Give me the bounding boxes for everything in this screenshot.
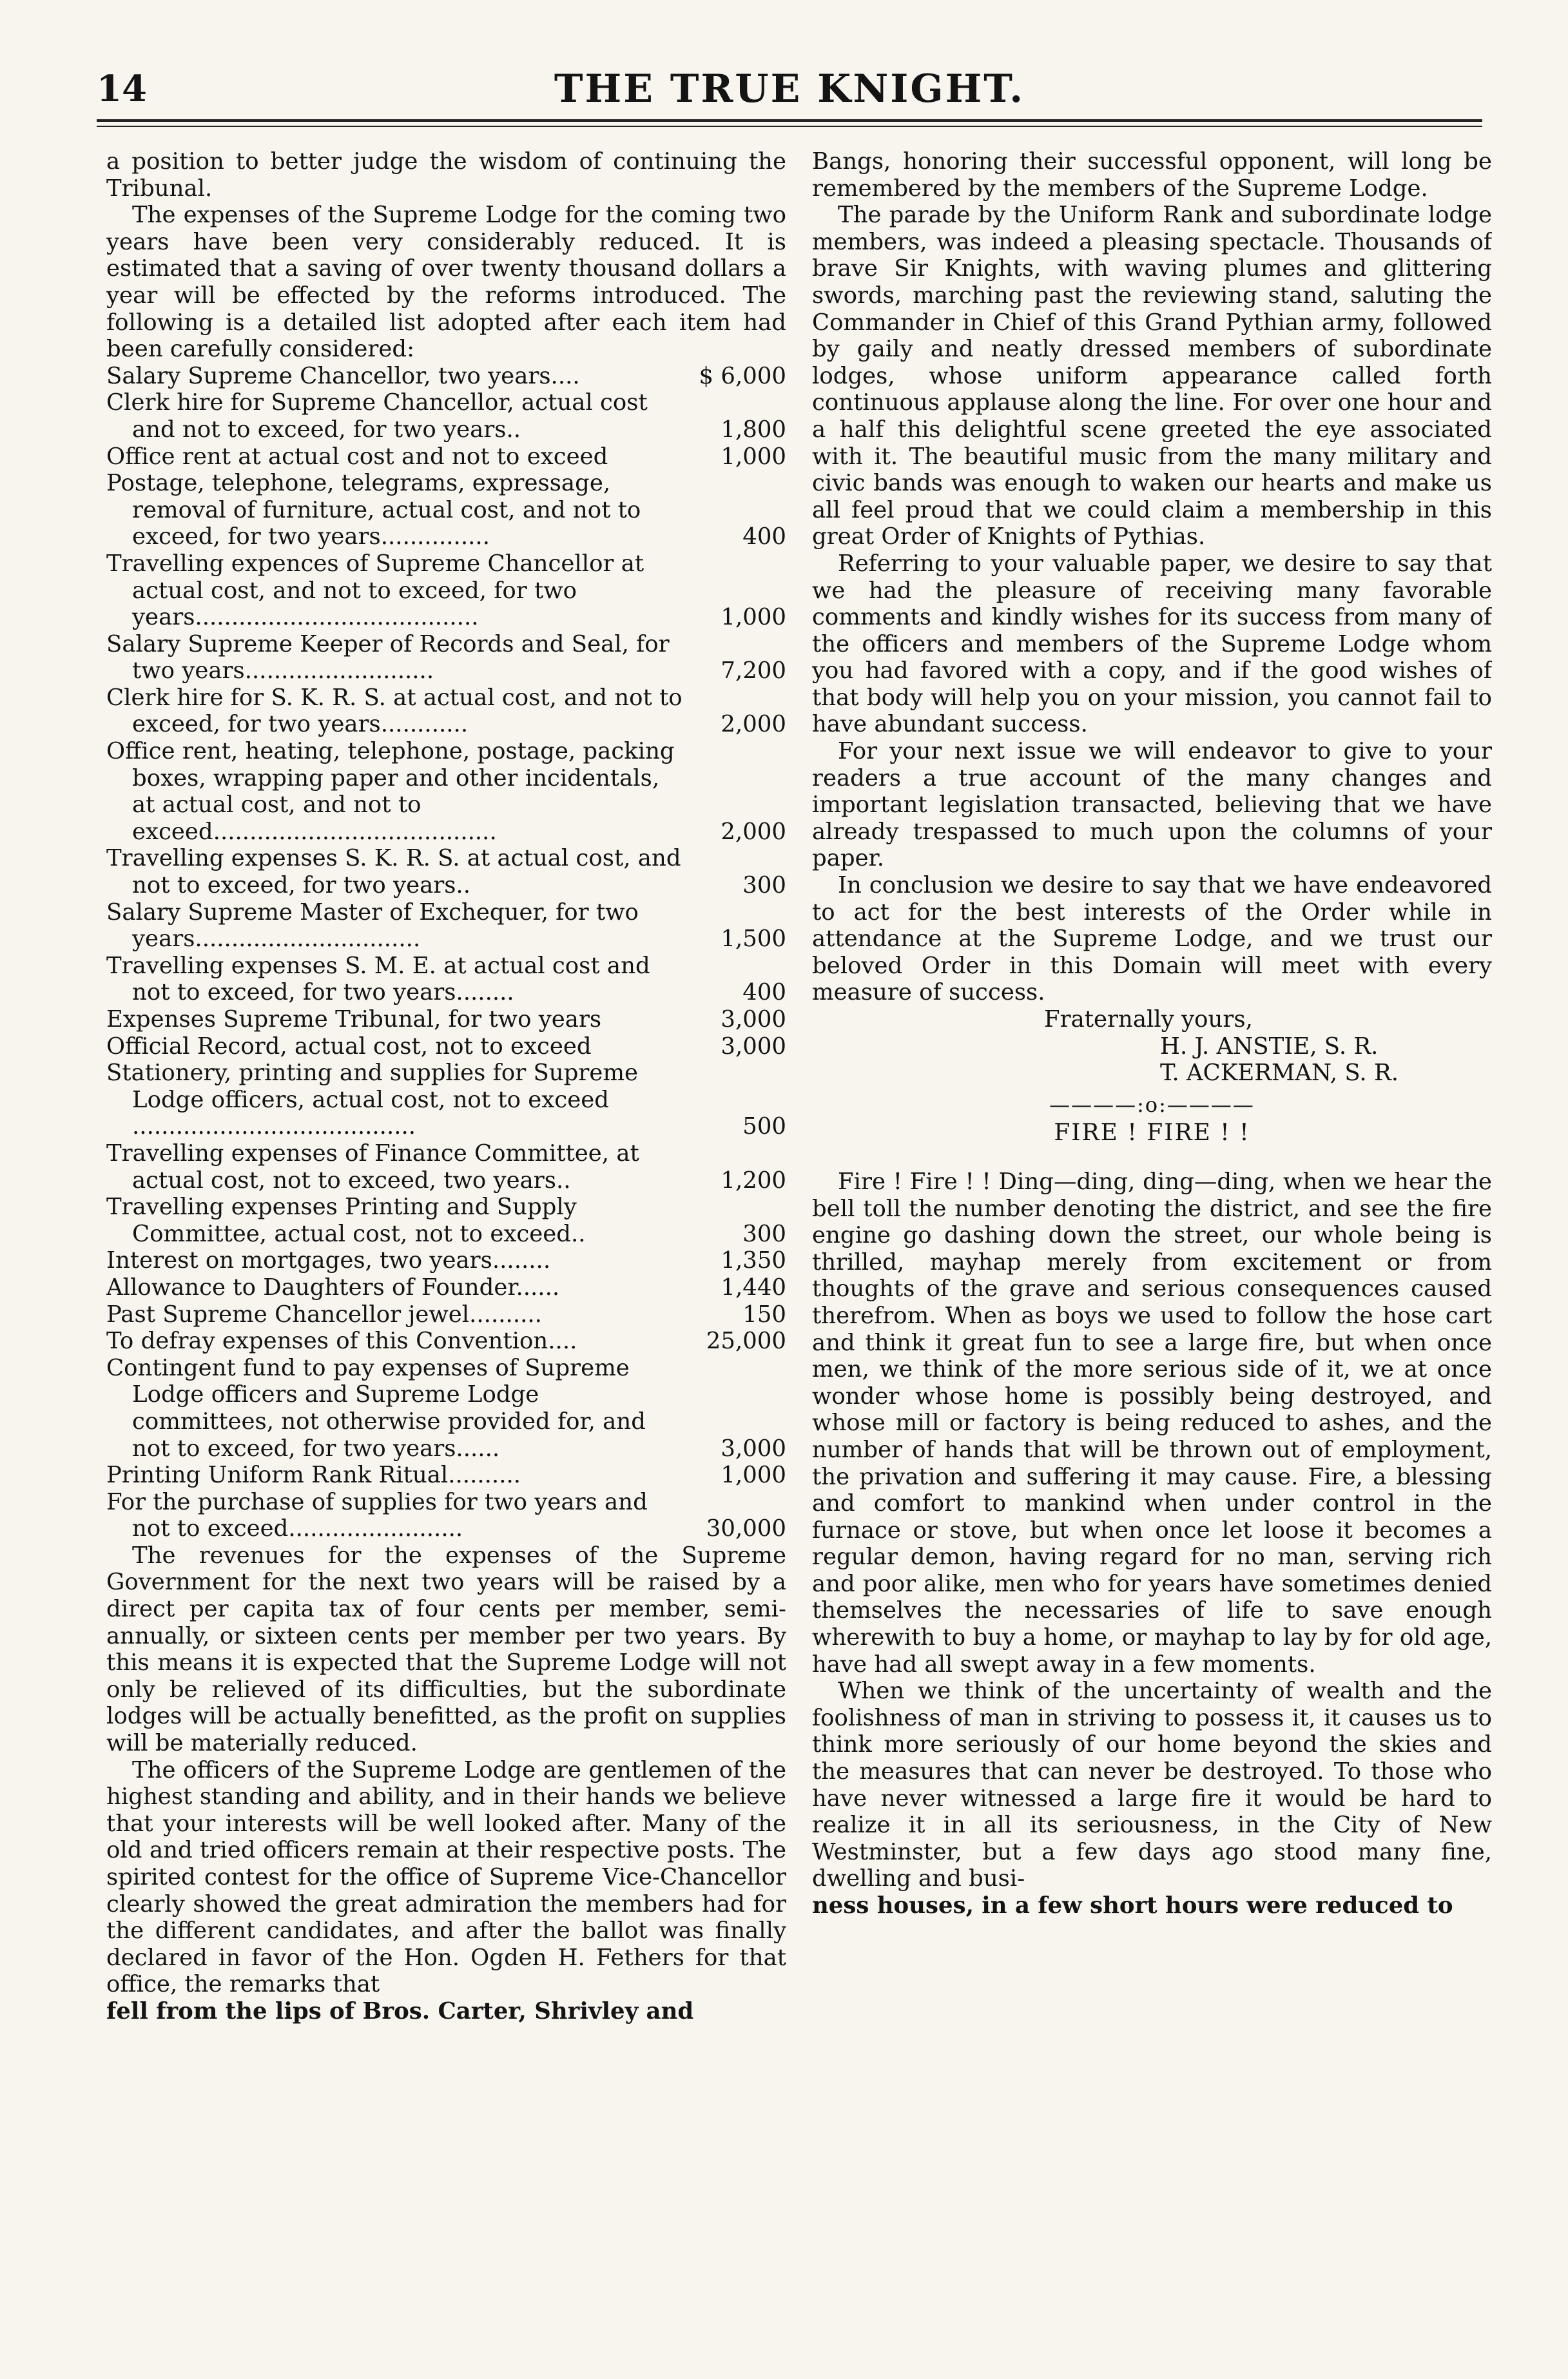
expense-description: Salary Supreme Master of Exchequer, for two years............................... [106, 898, 639, 953]
expense-item [106, 1355, 786, 1462]
expense-amount: 300 [742, 1220, 786, 1247]
expense-item [106, 953, 786, 1006]
expense-description: Allowance to Daughters of Founder...... [106, 1274, 560, 1301]
expense-amount: 30,000 [706, 1515, 786, 1542]
expense-description: Travelling expenses S. K. R. S. at actual cost, and not to exceed, for two years.. [106, 845, 681, 899]
expense-amount: 300 [742, 872, 786, 899]
expense-description: Travelling expenses S. M. E. at actual cost and not to exceed, for two years........ [106, 952, 650, 1006]
paragraph: The officers of the Supreme Lodge are gentlemen of the highest standing and ability, and in their hands we believe that your interests will be well looked after. Many of the old and tried officers remain at their respective posts. The spirited contest for the office of Supreme Vice-Chancellor clearly showed the great admiration the members had for the different candidates, and after the ballot was finally declared in favor of the Hon. Ogden H. Fethers for that office, the remarks that [106, 1756, 786, 1998]
expense-amount: 1,440 [721, 1274, 786, 1301]
expense-amount: 25,000 [706, 1328, 786, 1355]
paragraph: The revenues for the expenses of the Supreme Government for the next two years will be raised by a direct per capita tax of four cents per member, semi-annually, or sixteen cents per member per two years. By this means it is expected that the Supreme Lodge will not only be relieved of its difficulties, but the subordinate lodges will be actually benefitted, as the profit on supplies will be materially reduced. [106, 1542, 786, 1757]
expense-amount: 7,200 [721, 657, 786, 685]
paragraph: For your next issue we will endeavor to give to your readers a true account of the many changes and important legislation transacted, believing that we have already trespassed to much upon the columns of your paper. [812, 738, 1492, 872]
expense-description: Office rent at actual cost and not to exceed [106, 443, 608, 470]
expense-description: Printing Uniform Rank Ritual.......... [106, 1462, 521, 1489]
expense-amount: 1,800 [721, 416, 786, 443]
expense-amount: 1,000 [721, 443, 786, 470]
expense-description: Travelling expenses Printing and Supply Committee, actual cost, not to exceed.. [106, 1194, 586, 1247]
letter-closing [812, 1006, 1492, 1087]
page-number: 14 [97, 68, 147, 110]
expense-item [106, 389, 786, 443]
expense-amount: 400 [742, 523, 786, 550]
expense-item [106, 1060, 786, 1140]
expense-description: Clerk hire for Supreme Chancellor, actual cost and not to exceed, for two years.. [106, 389, 648, 443]
expense-item [106, 1301, 786, 1328]
expense-item [106, 1194, 786, 1247]
expense-item [106, 443, 786, 471]
signature: H. J. ANSTIE, S. R. [1160, 1033, 1379, 1060]
header-rule-thin [97, 126, 1482, 127]
expense-description: For the purchase of supplies for two years and not to exceed........................ [106, 1488, 648, 1542]
expense-description: Interest on mortgages, two years........ [106, 1247, 551, 1274]
expense-amount: $ 6,000 [699, 362, 786, 389]
expense-item [106, 363, 786, 390]
expense-description: Official Record, actual cost, not to exceed [106, 1033, 592, 1060]
paragraph: a position to better judge the wisdom of continuing the Tribunal. [106, 148, 786, 202]
expense-description: Salary Supreme Keeper of Records and Seal, for two years.......................... [106, 630, 670, 685]
expense-item [106, 738, 786, 845]
expense-description: To defray expenses of this Convention.... [106, 1328, 577, 1355]
expense-amount: 150 [742, 1301, 786, 1328]
page-header [97, 61, 1482, 119]
expense-item [106, 1247, 786, 1274]
paragraph: Fire ! Fire ! ! Ding—ding, ding—ding, when we hear the bell toll the number denoting the district, and see the fire engine go dashing down the street, our whole being is thrilled, mayhap merely from excitement or from thoughts of the grave and serious consequences caused therefrom. When as boys we used to follow the hose cart and think it great fun to see a large fire, but when once men, we think of the more serious side of it, we at once wonder whose home is possibly being destroyed, and whose mill or factory is being reduced to ashes, and the number of hands that will be thrown out of employment, the privation and suffering it may cause. Fire, a blessing and comfort to mankind when under control in the furnace or stove, but when once let loose it becomes a regular demon, having regard for no man, serving rich and poor alike, men who for years have sometimes denied themselves the necessaries of life to save enough wherewith to buy a home, or mayhap to lay by for old age, have had all swept away in a few moments. [812, 1168, 1492, 1678]
expense-description: Travelling expences of Supreme Chancellor at actual cost, and not to exceed, for two years....................................... [106, 550, 644, 631]
signature: T. ACKERMAN, S. R. [1160, 1060, 1399, 1087]
section-divider: ————:o:———— [1049, 1092, 1255, 1117]
paragraph: Referring to your valuable paper, we desire to say that we had the pleasure of receiving many favorable comments and kindly wishes for its success from many of the officers and members of the Supreme Lodge whom you had favored with a copy, and if the good wishes of that body will help you on your mission, you cannot fail to have abundant success. [812, 550, 1492, 738]
expense-description: Clerk hire for S. K. R. S. at actual cost, and not to exceed, for two years............ [106, 684, 682, 738]
expense-description: Postage, telephone, telegrams, expressage, removal of furniture, actual cost, and not to exceed, for two years............... [106, 470, 641, 550]
publication-title: THE TRUE KNIGHT. [554, 66, 1025, 112]
expense-item [106, 685, 786, 738]
expense-amount: 2,000 [721, 818, 786, 845]
paragraph: The parade by the Uniform Rank and subordinate lodge members, was indeed a pleasing spectacle. Thousands of brave Sir Knights, with waving plumes and glittering swords, marching past the reviewing stand, saluting the Commander in Chief of this Grand Pythian army, followed by gaily and neatly dressed members of subordinate lodges, whose uniform appearance called forth continuous applause along the line. For over one hour and a half this delightful scene greeted the eye associated with it. The beautiful music from the many military and civic bands was enough to waken our hearts and make us all feel proud that we could claim a membership in this great Order of Knights of Pythias. [812, 202, 1492, 550]
expense-item [106, 1006, 786, 1033]
right-column [812, 148, 1492, 2353]
left-column [106, 148, 786, 2353]
expense-description: Office rent, heating, telephone, postage, packing boxes, wrapping paper and other incidentals, at actual cost, and not to exceed....................................... [106, 738, 675, 845]
expense-item [106, 470, 786, 550]
expense-description: Contingent fund to pay expenses of Supreme Lodge officers and Supreme Lodge committees, not otherwise provided for, and not to exceed, for two years...... [106, 1354, 646, 1462]
expense-description: Salary Supreme Chancellor, two years.... [106, 362, 580, 389]
expense-amount: 3,000 [721, 1006, 786, 1033]
expense-description: Travelling expenses of Finance Committee, at actual cost, not to exceed, two years.. [106, 1140, 639, 1194]
expense-item [106, 1462, 786, 1489]
expense-item [106, 550, 786, 631]
section-heading: FIRE ! FIRE ! ! [1054, 1120, 1250, 1147]
expense-description: Stationery, printing and supplies for Supreme Lodge officers, actual cost, not to exceed ....................................... [106, 1060, 639, 1140]
expense-item [106, 1274, 786, 1301]
expense-item [106, 1033, 786, 1060]
expense-list [106, 363, 786, 1542]
header-rule [97, 119, 1482, 122]
paragraph: Bangs, honoring their successful opponent, will long be remembered by the members of the Supreme Lodge. [812, 148, 1492, 202]
expense-amount: 1,200 [721, 1167, 786, 1194]
expense-amount: 1,350 [721, 1247, 786, 1274]
expense-amount: 3,000 [721, 1033, 786, 1060]
expense-item [106, 631, 786, 685]
expense-item [106, 899, 786, 953]
expense-description: Past Supreme Chancellor jewel.......... [106, 1301, 542, 1328]
expense-amount: 1,500 [721, 926, 786, 953]
expense-item [106, 1140, 786, 1194]
paragraph-last-line: ness houses, in a few short hours were reduced to [812, 1892, 1453, 1919]
paragraph: When we think of the uncertainty of wealth and the foolishness of man in striving to possess it, it causes us to think more seriously of our home beyond the skies and the measures that can never be destroyed. To those who have never witnessed a large fire it would be hard to realize it in all its seriousness, in the City of New Westminster, but a few days ago stood many fine, dwelling and busi- [812, 1678, 1492, 1892]
paragraph-last-line: fell from the lips of Bros. Carter, Shrivley and [106, 1997, 694, 2025]
expense-item [106, 845, 786, 898]
expense-item [106, 1489, 786, 1542]
expense-amount: 2,000 [721, 711, 786, 738]
closing-salutation: Fraternally yours, [1044, 1006, 1253, 1033]
expense-amount: 1,000 [721, 1462, 786, 1489]
expense-description: Expenses Supreme Tribunal, for two years [106, 1006, 602, 1033]
paragraph: The expenses of the Supreme Lodge for the coming two years have been very considerably reduced. It is estimated that a saving of over twenty thousand dollars a year will be effected by the reforms introduced. The following is a detailed list adopted after each item had been carefully considered: [106, 202, 786, 363]
paragraph: In conclusion we desire to say that we have endeavored to act for the best interests of the Order while in attendance at the Supreme Lodge, and we trust our beloved Order in this Domain will meet with every measure of success. [812, 872, 1492, 1006]
expense-amount: 500 [742, 1113, 786, 1140]
expense-item [106, 1328, 786, 1355]
expense-amount: 1,000 [721, 604, 786, 631]
expense-amount: 400 [742, 979, 786, 1006]
expense-amount: 3,000 [721, 1435, 786, 1462]
